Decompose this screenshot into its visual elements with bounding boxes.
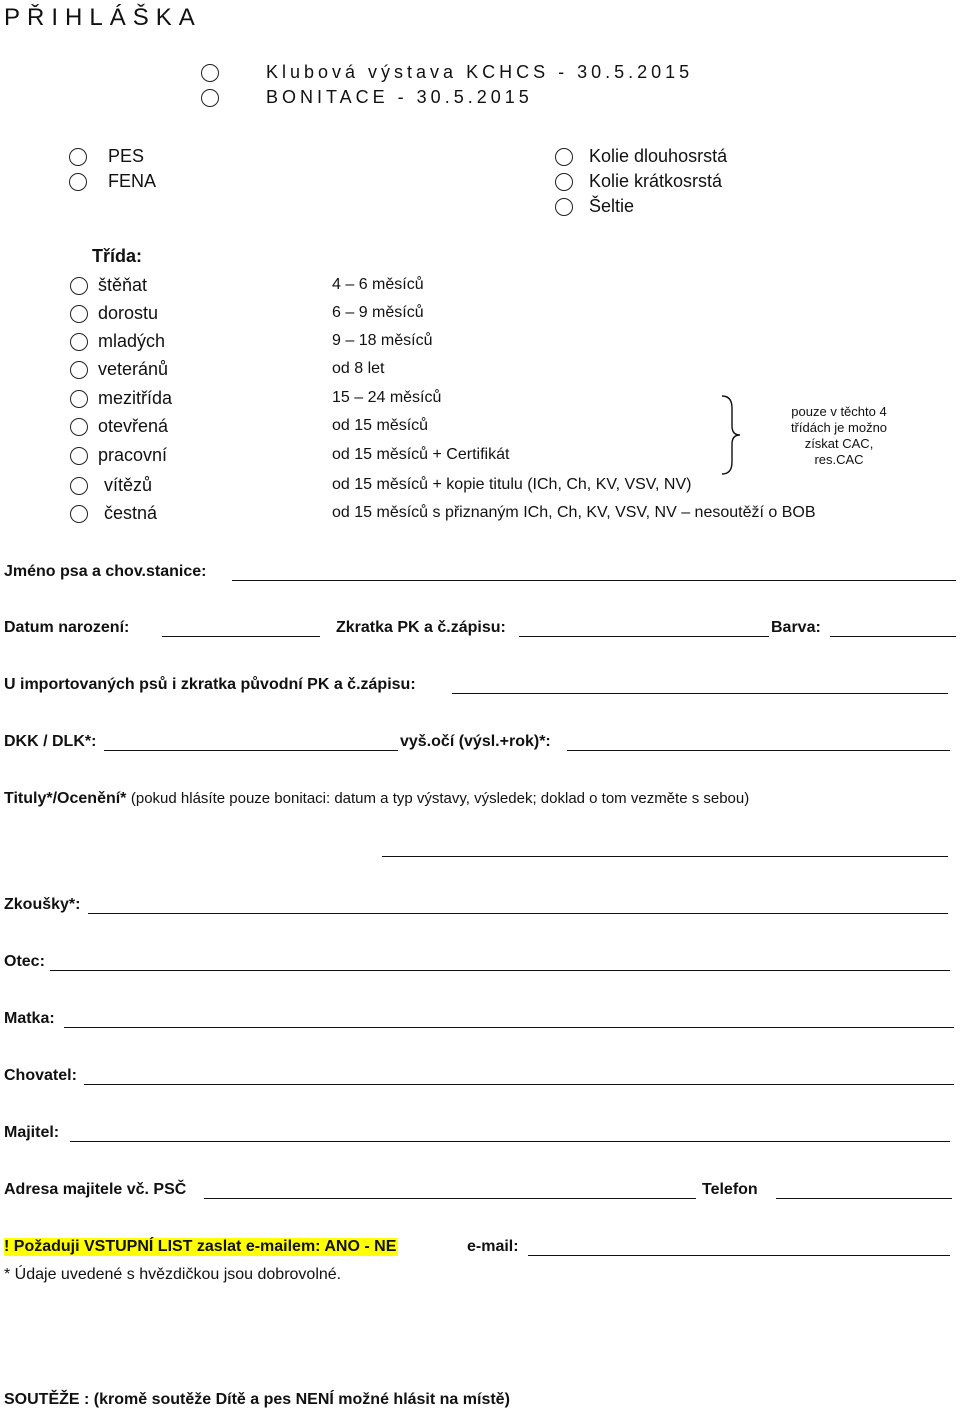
- optional-note: * Údaje uvedené s hvězdičkou jsou dobrovolné.: [4, 1266, 342, 1283]
- class-desc: 15 – 24 měsíců: [332, 389, 442, 406]
- class-radio-pracovni[interactable]: [70, 447, 88, 465]
- father-label: Otec:: [4, 953, 45, 970]
- class-desc: od 15 měsíců s přiznaným ICh, Ch, KV, VSV, NV – nesoutěží o BOB: [332, 504, 816, 521]
- class-radio-otevrena[interactable]: [70, 418, 88, 436]
- email-field[interactable]: [528, 1255, 950, 1256]
- class-radio-veteranu[interactable]: [70, 361, 88, 379]
- owner-label: Majitel:: [4, 1124, 60, 1141]
- class-desc: od 8 let: [332, 360, 385, 377]
- competitions-footer: SOUTĚŽE : (kromě soutěže Dítě a pes NENÍ možné hlásit na místě): [4, 1391, 510, 1408]
- color-label: Barva:: [771, 619, 821, 636]
- class-label: štěňat: [98, 275, 148, 295]
- sex-label-pes: PES: [108, 146, 145, 166]
- father-field[interactable]: [50, 970, 950, 971]
- class-desc: 6 – 9 měsíců: [332, 304, 424, 321]
- breed-radio-dlouhosrsta[interactable]: [555, 148, 573, 166]
- titles-note: (pokud hlásíte pouze bonitaci: datum a typ výstavy, výsledek; doklad o tom vezměte s sebou): [130, 790, 750, 807]
- breeder-field[interactable]: [84, 1084, 954, 1085]
- class-radio-mladych[interactable]: [70, 333, 88, 351]
- class-desc: od 15 měsíců + Certifikát: [332, 446, 510, 463]
- breed-radio-seltie[interactable]: [555, 198, 573, 216]
- address-label: Adresa majitele vč. PSČ: [4, 1181, 187, 1198]
- breed-label-seltie: Šeltie: [589, 196, 635, 216]
- titles-field[interactable]: [382, 856, 948, 857]
- dog-name-label: Jméno psa a chov.stanice:: [4, 563, 207, 580]
- class-label: vítězů: [104, 475, 153, 495]
- class-label: pracovní: [98, 445, 168, 465]
- class-radio-vitezu[interactable]: [70, 477, 88, 495]
- event-radio-bonitace[interactable]: [201, 89, 219, 107]
- address-field[interactable]: [204, 1198, 696, 1199]
- titles-label-text: Tituly*/Ocenění*: [4, 790, 127, 807]
- class-desc: od 15 měsíců: [332, 417, 429, 434]
- class-radio-stenat[interactable]: [70, 277, 88, 295]
- class-desc: 9 – 18 měsíců: [332, 332, 433, 349]
- email-label: e-mail:: [467, 1238, 519, 1255]
- birth-date-label: Datum narození:: [4, 619, 130, 636]
- brace-icon: [718, 394, 742, 476]
- class-radio-cestna[interactable]: [70, 505, 88, 523]
- class-label: mladých: [98, 331, 166, 351]
- pk-code-field[interactable]: [519, 636, 769, 637]
- dog-name-field[interactable]: [232, 580, 956, 581]
- sex-radio-pes[interactable]: [69, 148, 87, 166]
- titles-label: [4, 790, 749, 808]
- event-label-bonitace: BONITACE - 30.5.2015: [266, 87, 533, 107]
- page-title: PŘIHLÁŠKA: [4, 4, 202, 31]
- class-desc: 4 – 6 měsíců: [332, 276, 424, 293]
- phone-field[interactable]: [776, 1198, 952, 1199]
- eyes-field[interactable]: [567, 750, 950, 751]
- breeder-label: Chovatel:: [4, 1067, 77, 1084]
- phone-label: Telefon: [702, 1181, 758, 1198]
- eyes-label: vyš.očí (výsl.+rok)*:: [400, 733, 551, 750]
- birth-date-field[interactable]: [162, 636, 320, 637]
- event-label-show: Klubová výstava KCHCS - 30.5.2015: [266, 62, 694, 82]
- exams-label: Zkoušky*:: [4, 896, 81, 913]
- dkk-field[interactable]: [104, 750, 398, 751]
- email-request-label: ! Požaduji VSTUPNÍ LIST zaslat e-mailem: ANO - NE: [4, 1238, 397, 1255]
- cac-note: pouze v těchto 4 třídách je možno získat CAC, res.CAC: [790, 404, 888, 467]
- owner-field[interactable]: [70, 1141, 950, 1142]
- mother-field[interactable]: [64, 1027, 954, 1028]
- class-label: čestná: [104, 503, 158, 523]
- class-radio-dorostu[interactable]: [70, 305, 88, 323]
- dkk-label: DKK / DLK*:: [4, 733, 97, 750]
- class-label: mezitřída: [98, 388, 173, 408]
- classes-heading: Třída:: [92, 246, 143, 266]
- breed-radio-kratkosrsta[interactable]: [555, 173, 573, 191]
- pk-code-label: Zkratka PK a č.zápisu:: [336, 619, 506, 636]
- class-label: veteránů: [98, 359, 169, 379]
- sex-label-fena: FENA: [108, 171, 157, 191]
- breed-label-dlouhosrsta: Kolie dlouhosrstá: [589, 146, 728, 166]
- exams-field[interactable]: [88, 913, 948, 914]
- color-field[interactable]: [830, 636, 956, 637]
- imported-field[interactable]: [452, 693, 948, 694]
- event-radio-show[interactable]: [201, 64, 219, 82]
- imported-label: U importovaných psů i zkratka původní PK a č.zápisu:: [4, 676, 416, 693]
- breed-label-kratkosrsta: Kolie krátkosrstá: [589, 171, 723, 191]
- class-label: otevřená: [98, 416, 169, 436]
- class-desc: od 15 měsíců + kopie titulu (ICh, Ch, KV, VSV, NV): [332, 476, 692, 493]
- class-label: dorostu: [98, 303, 159, 323]
- sex-radio-fena[interactable]: [69, 173, 87, 191]
- class-radio-mezitrida[interactable]: [70, 390, 88, 408]
- mother-label: Matka:: [4, 1010, 55, 1027]
